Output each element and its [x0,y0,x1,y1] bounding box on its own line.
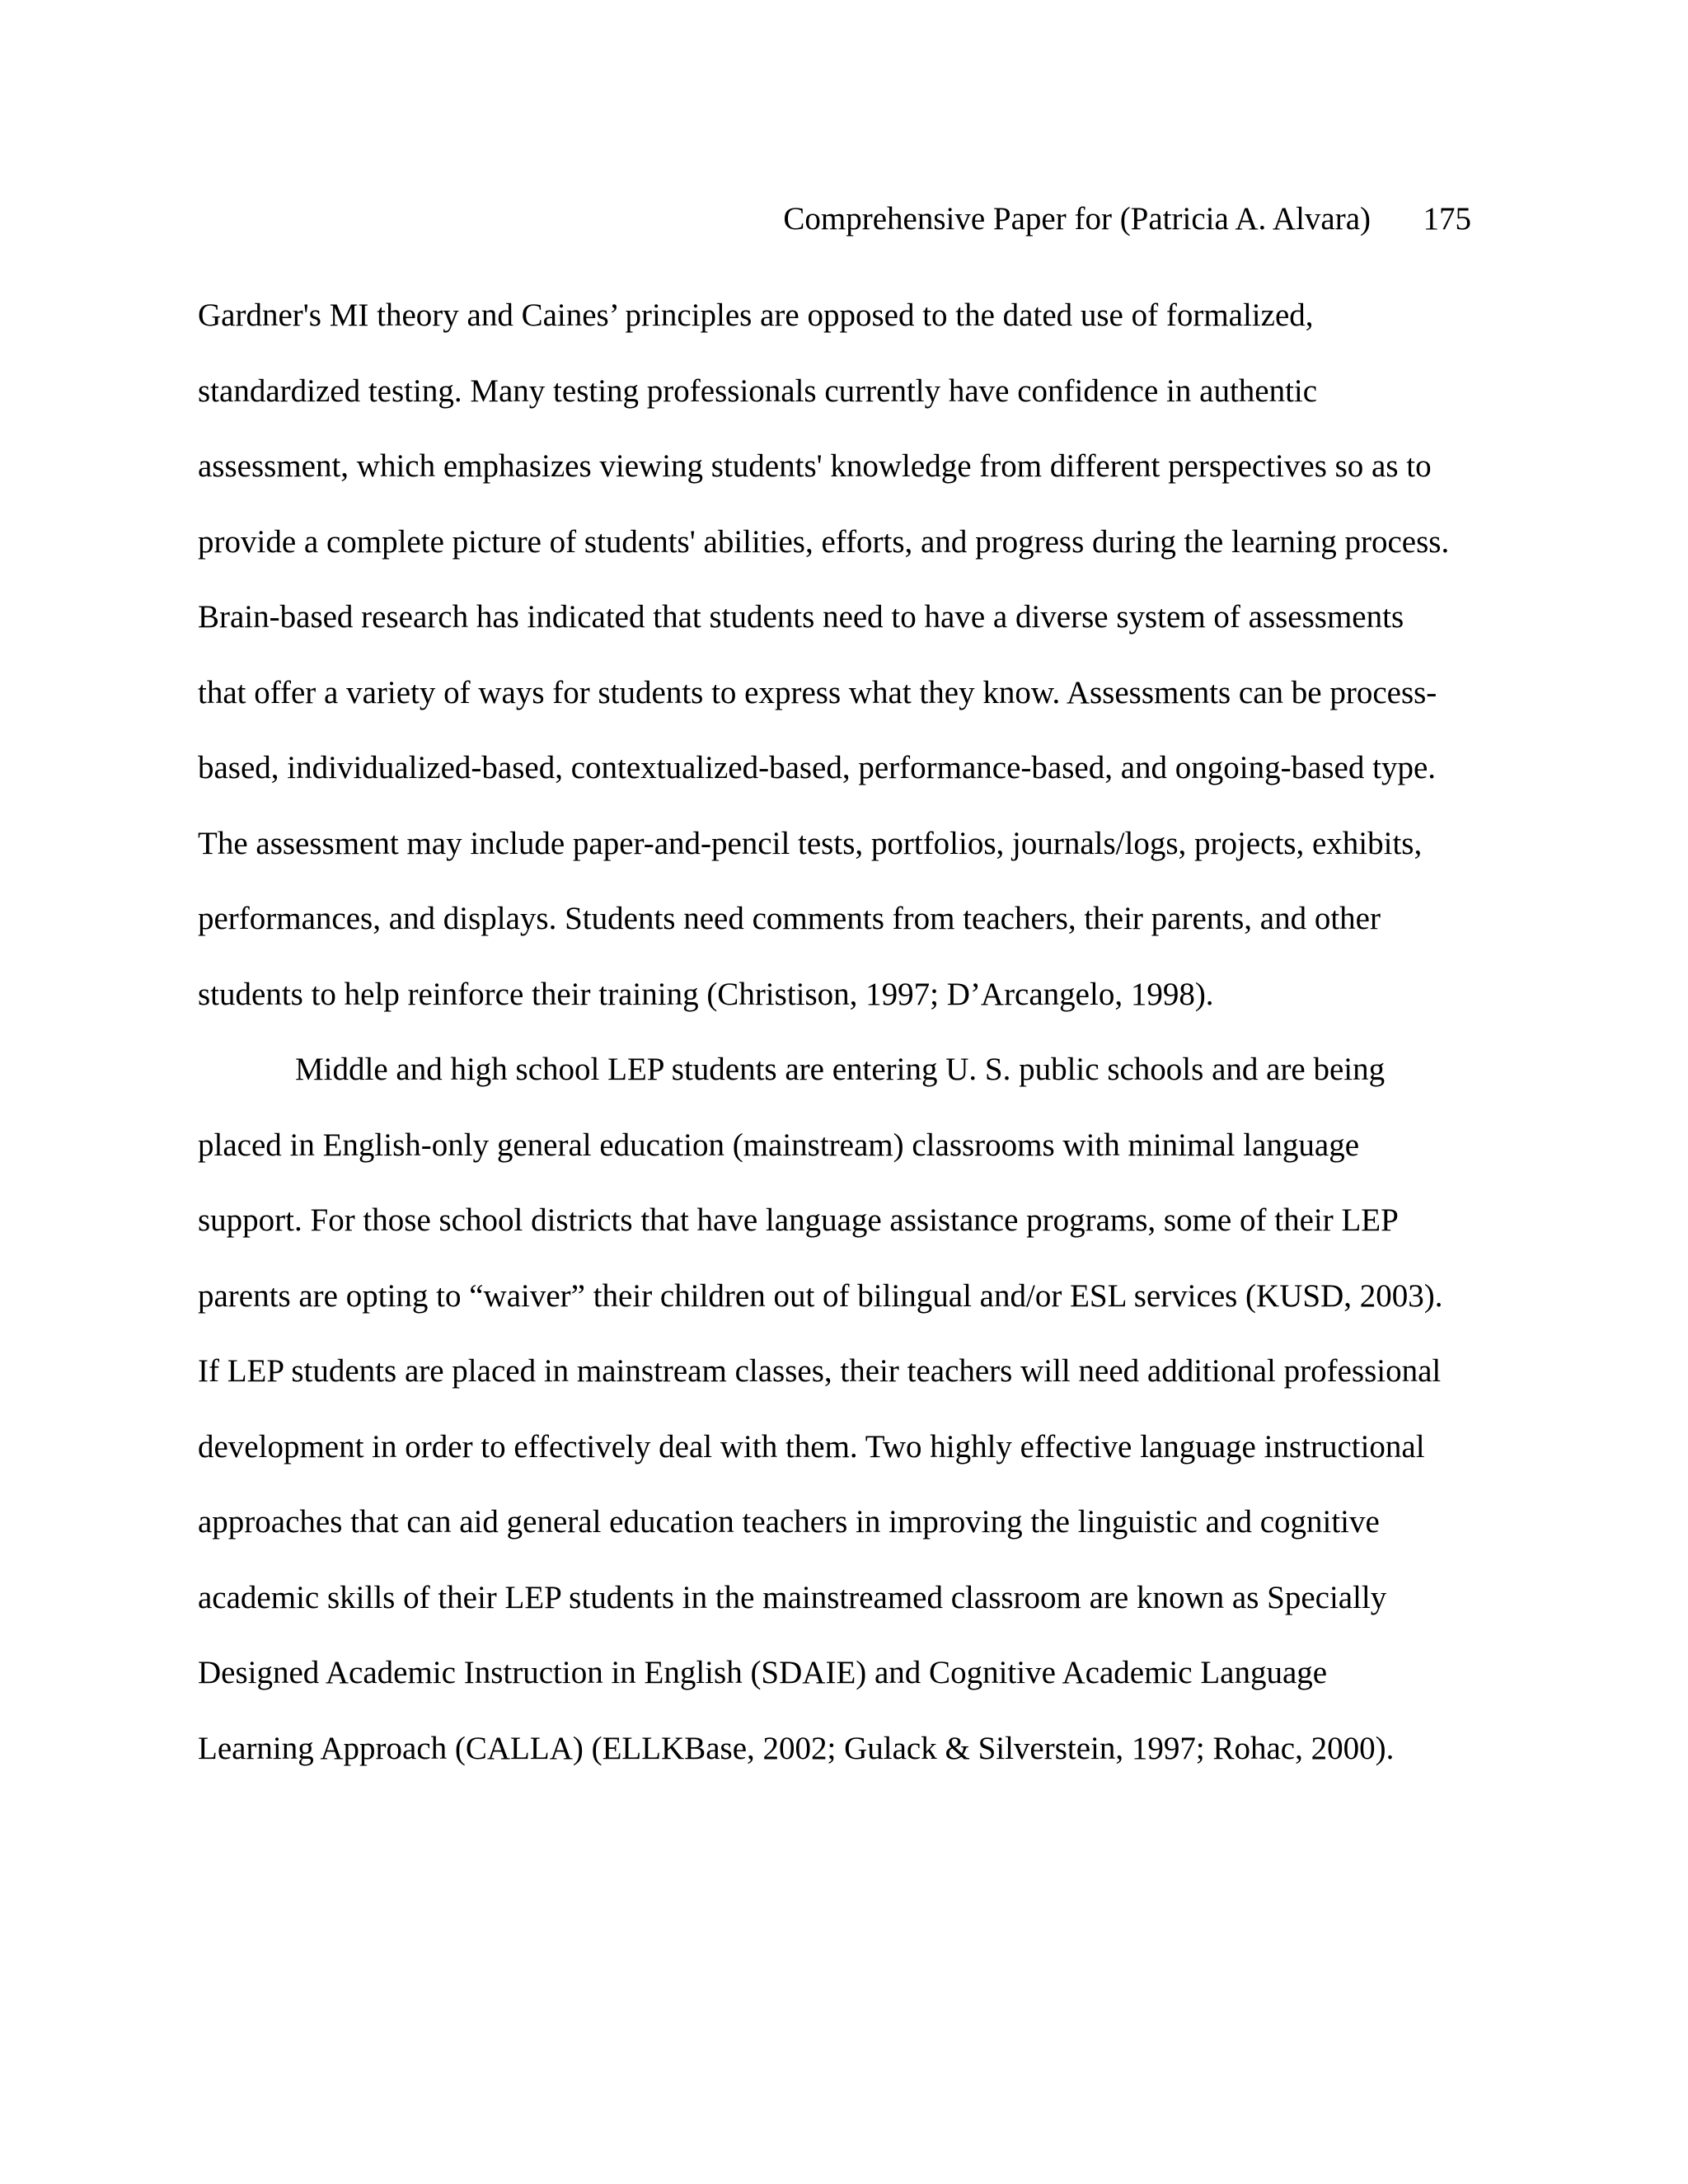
text-line: Learning Approach (CALLA) (ELLKBase, 2002; Gulack & Silverstein, 1997; Rohac, 2000). [198,1730,1395,1766]
text-line: Designed Academic Instruction in English (SDAIE) and Cognitive Academic Language [198,1655,1328,1690]
text-line: parents are opting to “waiver” their children out of bilingual and/or ESL services (KUSD, 2003). [198,1277,1443,1314]
body-text [198,294,1471,1802]
text-line: that offer a variety of ways for students to express what they know. Assessments can be process- [198,674,1437,710]
running-head [198,198,1471,241]
text-line: support. For those school districts that have language assistance programs, some of their LEP [198,1202,1399,1238]
text-line: assessment, which emphasizes viewing students' knowledge from different perspectives so as to [198,448,1432,484]
text-line: development in order to effectively deal with them. Two highly effective language instructional [198,1428,1425,1465]
text-line: standardized testing. Many testing professionals currently have confidence in authentic [198,373,1318,409]
paragraph [198,1048,1471,1802]
text-line: Gardner's MI theory and Caines’ principles are opposed to the dated use of formalized, [198,298,1314,333]
page-number: 175 [1423,201,1471,237]
text-line: If LEP students are placed in mainstream classes, their teachers will need additional professional [198,1353,1442,1389]
text-line: students to help reinforce their training (Christison, 1997; D’Arcangelo, 1998). [198,976,1214,1012]
paragraph [198,294,1471,1048]
text-line: provide a complete picture of students' abilities, efforts, and progress during the learning process. [198,523,1450,560]
running-head-title: Comprehensive Paper for (Patricia A. Alvara) [783,201,1371,237]
text-line: performances, and displays. Students need comments from teachers, their parents, and other [198,901,1381,936]
text-line: based, individualized-based, contextualized-based, performance-based, and ongoing-based type. [198,750,1437,785]
text-line: placed in English-only general education (mainstream) classrooms with minimal language [198,1127,1360,1163]
text-line: academic skills of their LEP students in the mainstreamed classroom are known as Specially [198,1579,1387,1615]
text-line: approaches that can aid general education teachers in improving the linguistic and cognitive [198,1504,1380,1540]
text-line: Brain-based research has indicated that students need to have a diverse system of assessments [198,599,1404,635]
text-line: Middle and high school LEP students are entering U. S. public schools and are being [295,1052,1386,1087]
text-line: The assessment may include paper-and-pencil tests, portfolios, journals/logs, projects, exhibits, [198,825,1423,861]
